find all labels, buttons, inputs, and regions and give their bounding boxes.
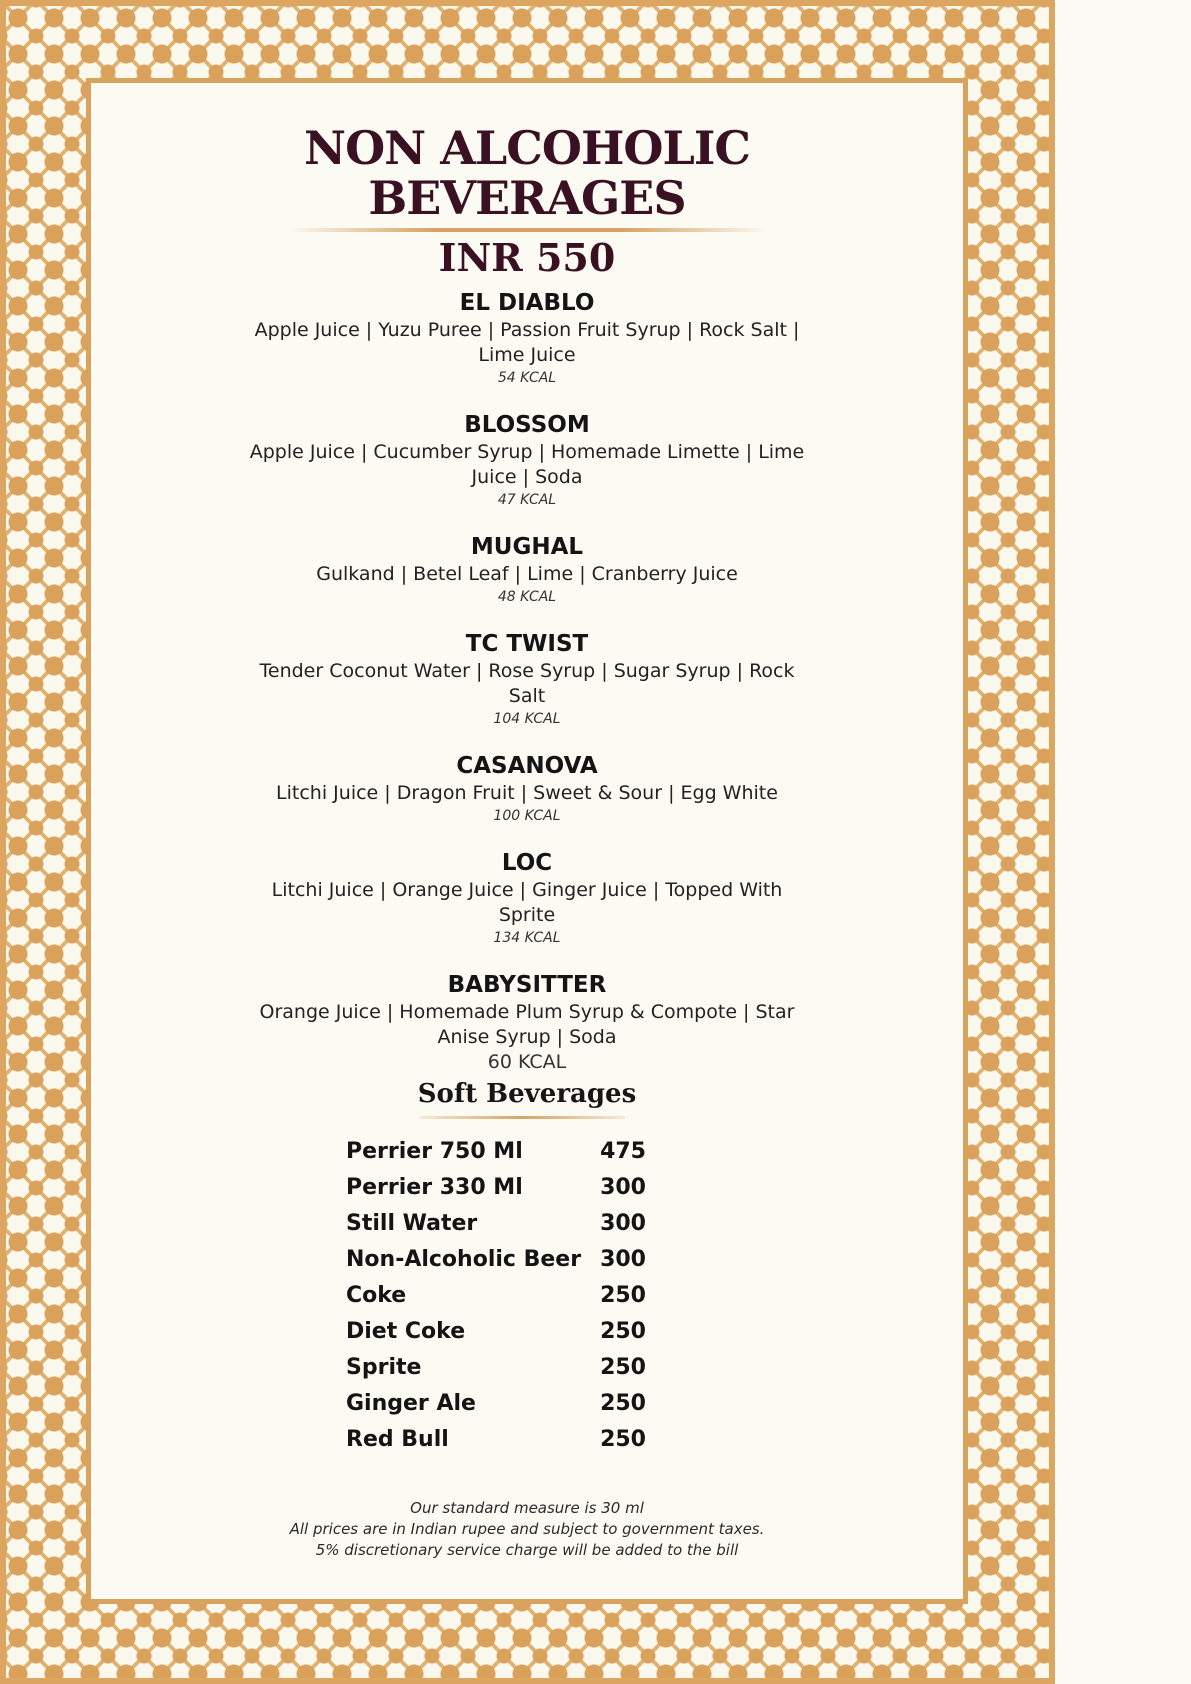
drink-name: LOC	[501, 850, 553, 876]
soft-beverage-price: 475	[600, 1138, 646, 1164]
soft-beverage-name: Perrier 330 Ml	[346, 1174, 523, 1200]
drink-ingredients: Orange Juice | Homemade Plum Syrup & Compote | Star Anise Syrup | Soda	[259, 1001, 795, 1048]
price-heading: INR 550	[438, 235, 616, 280]
soft-beverage-row	[346, 1205, 646, 1241]
footer-line: Our standard measure is 30 ml	[410, 1499, 644, 1517]
drink-name: MUGHAL	[470, 534, 584, 560]
drink-ingredients: Gulkand | Betel Leaf | Lime | Cranberry Juice	[316, 563, 738, 585]
soft-beverage-price: 250	[600, 1426, 646, 1452]
drink-ingredients: Apple Juice | Cucumber Syrup | Homemade Limette | Lime Juice | Soda	[249, 441, 805, 488]
drink-name: CASANOVA	[456, 753, 598, 779]
soft-beverage-price: 250	[600, 1318, 646, 1344]
drink-item	[86, 848, 968, 948]
drink-name: BABYSITTER	[447, 972, 607, 998]
drink-item	[86, 288, 968, 388]
drink-name: EL DIABLO	[459, 290, 595, 316]
drink-kcal: 134 KCAL	[493, 930, 561, 946]
soft-beverages-underline	[420, 1116, 625, 1119]
drink-kcal: 100 KCAL	[493, 808, 561, 824]
soft-beverage-row	[346, 1421, 646, 1457]
drink-ingredients: Litchi Juice | Orange Juice | Ginger Juice | Topped With Sprite	[271, 879, 783, 926]
drink-name: TC TWIST	[465, 631, 589, 657]
soft-beverage-price: 250	[600, 1282, 646, 1308]
soft-beverage-name: Ginger Ale	[346, 1390, 476, 1416]
title-divider	[288, 228, 768, 232]
title-line-1: NON ALCOHOLIC	[304, 121, 750, 175]
soft-beverages-list	[346, 1133, 646, 1457]
drink-item	[86, 532, 968, 607]
drink-item	[86, 410, 968, 510]
drink-ingredients: Tender Coconut Water | Rose Syrup | Sugar Syrup | Rock Salt	[259, 660, 795, 707]
soft-beverage-row	[346, 1349, 646, 1385]
drink-name: BLOSSOM	[464, 412, 590, 438]
soft-beverage-row	[346, 1277, 646, 1313]
soft-beverage-name: Non-Alcoholic Beer	[346, 1246, 582, 1272]
soft-beverage-price: 300	[600, 1210, 646, 1236]
drink-item	[86, 751, 968, 826]
drink-kcal: 60 KCAL	[487, 1051, 567, 1073]
page-title	[86, 123, 968, 223]
drink-item	[86, 629, 968, 729]
footer-line: 5% discretionary service charge will be added to the bill	[315, 1541, 739, 1559]
drink-kcal: 104 KCAL	[493, 711, 561, 727]
menu-content	[86, 78, 968, 1604]
soft-beverage-price: 250	[600, 1354, 646, 1380]
soft-beverage-name: Still Water	[346, 1210, 478, 1236]
soft-beverage-row	[346, 1313, 646, 1349]
soft-beverage-row	[346, 1169, 646, 1205]
soft-beverage-row	[346, 1133, 646, 1169]
soft-beverage-name: Coke	[346, 1282, 407, 1308]
drink-kcal: 47 KCAL	[497, 492, 557, 508]
soft-beverage-price: 250	[600, 1390, 646, 1416]
drink-item	[86, 970, 968, 1075]
soft-beverage-name: Sprite	[346, 1354, 422, 1380]
footer-notes	[86, 1498, 968, 1561]
drink-ingredients: Litchi Juice | Dragon Fruit | Sweet & Sour | Egg White	[276, 782, 778, 804]
soft-beverage-name: Diet Coke	[346, 1318, 466, 1344]
drink-kcal: 54 KCAL	[497, 370, 557, 386]
soft-beverages-title: Soft Beverages	[417, 1079, 637, 1109]
title-line-2: BEVERAGES	[368, 171, 686, 225]
soft-beverage-row	[346, 1241, 646, 1277]
drink-kcal: 48 KCAL	[497, 589, 557, 605]
soft-beverage-price: 300	[600, 1246, 646, 1272]
soft-beverage-row	[346, 1385, 646, 1421]
soft-beverage-price: 300	[600, 1174, 646, 1200]
soft-beverage-name: Perrier 750 Ml	[346, 1138, 523, 1164]
footer-line: All prices are in Indian rupee and subject to government taxes.	[289, 1520, 765, 1538]
drinks-list	[86, 288, 968, 1097]
soft-beverage-name: Red Bull	[346, 1426, 449, 1452]
drink-ingredients: Apple Juice | Yuzu Puree | Passion Fruit Syrup | Rock Salt | Lime Juice	[254, 319, 800, 366]
